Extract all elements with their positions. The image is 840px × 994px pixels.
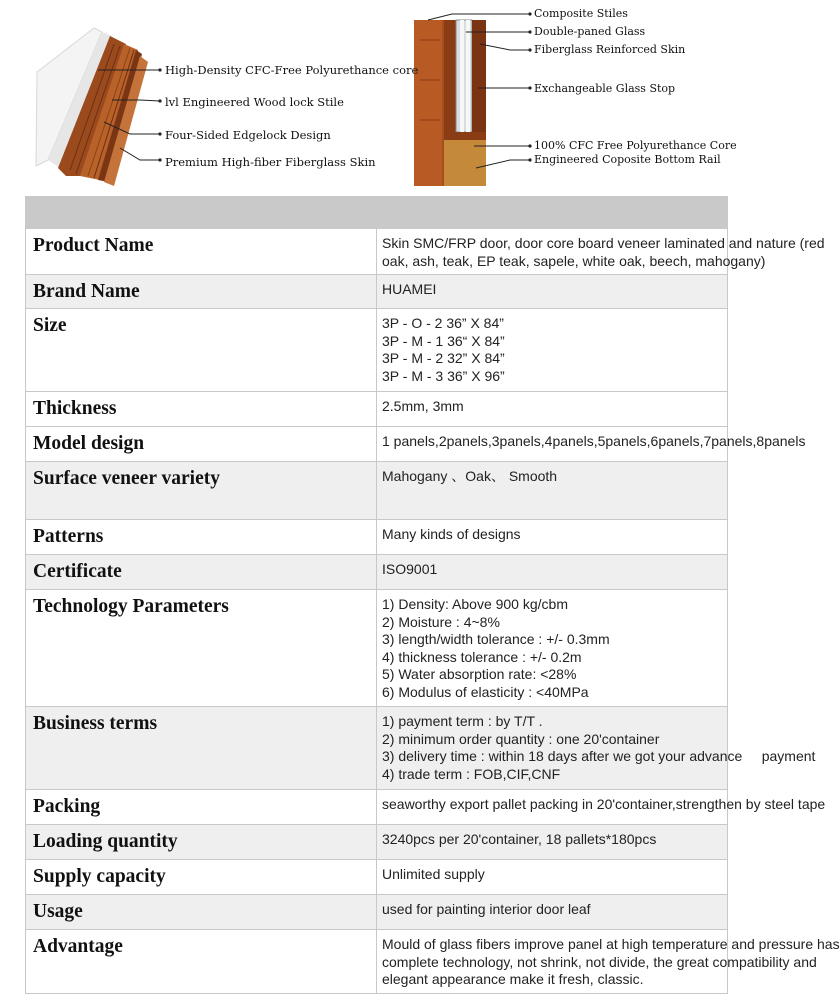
right-label-glass-stop: Exchangeable Glass Stop bbox=[534, 82, 676, 95]
table-row bbox=[26, 427, 728, 462]
table-row bbox=[26, 590, 728, 707]
row-value bbox=[377, 462, 728, 520]
value-line: Mould of glass fibers improve panel at high temperature and pressure has bbox=[382, 936, 840, 952]
value-line: 1 panels,2panels,3panels,4panels,5panels,6panels,7panels,8panels bbox=[382, 433, 806, 449]
row-key: Technology Parameters bbox=[26, 590, 377, 707]
row-value bbox=[377, 790, 826, 825]
value-line: 3) delivery time : within 18 days after we got your advance payment bbox=[382, 748, 816, 764]
row-value bbox=[377, 275, 728, 309]
table-row bbox=[26, 860, 728, 895]
right-label-glass: Double-paned Glass bbox=[534, 25, 646, 38]
right-door-cutaway bbox=[414, 20, 486, 186]
row-value bbox=[377, 520, 728, 555]
right-label-stiles: Composite Stiles bbox=[534, 7, 628, 20]
row-value bbox=[377, 590, 728, 707]
value-line: complete technology, not shrink, not divide, the great compatibility and bbox=[382, 953, 817, 970]
right-leader-dots bbox=[528, 12, 531, 161]
row-key: Thickness bbox=[26, 392, 377, 427]
table-row bbox=[26, 555, 728, 590]
right-label-bottom-rail: Engineered Coposite Bottom Rail bbox=[534, 153, 721, 166]
row-value bbox=[377, 930, 840, 994]
left-leader-dots bbox=[158, 68, 161, 161]
row-key: Loading quantity bbox=[26, 825, 377, 860]
value-line: 3P - M - 1 36“ X 84” bbox=[382, 332, 505, 349]
value-line: 3) length/width tolerance : +/- 0.3mm bbox=[382, 631, 610, 647]
value-line: used for painting interior door leaf bbox=[382, 901, 591, 917]
value-line: HUAMEI bbox=[382, 281, 437, 297]
value-line: 3P - O - 2 36” X 84” bbox=[382, 315, 504, 331]
value-line: 4) trade term : FOB,CIF,CNF bbox=[382, 765, 561, 782]
value-line: 6) Modulus of elasticity : <40MPa bbox=[382, 683, 589, 700]
row-value bbox=[377, 555, 728, 590]
value-line: 1) payment term : by T/T . bbox=[382, 713, 543, 729]
left-label-skin: Premium High-fiber Fiberglass Skin bbox=[165, 155, 376, 169]
row-value bbox=[377, 895, 728, 930]
row-value bbox=[377, 427, 806, 462]
row-key: Usage bbox=[26, 895, 377, 930]
left-label-edgelock: Four-Sided Edgelock Design bbox=[165, 128, 331, 142]
row-key: Business terms bbox=[26, 707, 377, 790]
value-line: Mahogany 、Oak、 Smooth bbox=[382, 468, 558, 484]
row-key: Surface veneer variety bbox=[26, 462, 377, 520]
table-row bbox=[26, 895, 728, 930]
table-row bbox=[26, 930, 728, 994]
left-door-cutaway bbox=[36, 28, 148, 186]
right-label-skin: Fiberglass Reinforced Skin bbox=[534, 43, 686, 56]
row-key: Certificate bbox=[26, 555, 377, 590]
row-key: Product Name bbox=[26, 229, 377, 275]
value-line: ISO9001 bbox=[382, 561, 438, 577]
table-row bbox=[26, 309, 728, 392]
row-key: Packing bbox=[26, 790, 377, 825]
value-line: 3P - M - 2 32” X 84” bbox=[382, 350, 505, 366]
value-line: 3P - M - 3 36” X 96” bbox=[382, 367, 505, 384]
row-key: Brand Name bbox=[26, 275, 377, 309]
row-value bbox=[377, 707, 816, 790]
table-header-band bbox=[26, 197, 728, 229]
table-row bbox=[26, 275, 728, 309]
row-key: Supply capacity bbox=[26, 860, 377, 895]
row-key: Advantage bbox=[26, 930, 377, 994]
value-line: 4) thickness tolerance : +/- 0.2m bbox=[382, 648, 582, 665]
right-label-core: 100% CFC Free Polyurethance Core bbox=[534, 139, 737, 152]
value-line: Skin SMC/FRP door, door core board veneer laminated and nature (red bbox=[382, 235, 825, 251]
value-line: 2) minimum order quantity : one 20'container bbox=[382, 730, 660, 747]
left-label-core: High-Density CFC-Free Polyurethance core bbox=[165, 63, 419, 77]
table-row bbox=[26, 462, 728, 520]
value-line: 3240pcs per 20'container, 18 pallets*180pcs bbox=[382, 831, 657, 847]
row-key: Model design bbox=[26, 427, 377, 462]
row-key: Patterns bbox=[26, 520, 377, 555]
table-row bbox=[26, 825, 728, 860]
row-value bbox=[377, 860, 728, 895]
table-row bbox=[26, 790, 728, 825]
value-line: Many kinds of designs bbox=[382, 526, 521, 542]
table-row bbox=[26, 520, 728, 555]
value-line: seaworthy export pallet packing in 20'container,strengthen by steel tape bbox=[382, 796, 826, 812]
row-key: Size bbox=[26, 309, 377, 392]
value-line: 5) Water absorption rate: <28% bbox=[382, 666, 577, 682]
row-value bbox=[377, 825, 728, 860]
value-line: 2.5mm, 3mm bbox=[382, 398, 464, 414]
table-row bbox=[26, 229, 728, 275]
value-line: oak, ash, teak, EP teak, sapele, white oak, beech, mahogany) bbox=[382, 252, 766, 269]
spec-table bbox=[25, 196, 840, 994]
value-line: Unlimited supply bbox=[382, 866, 485, 882]
row-value bbox=[377, 309, 728, 392]
value-line: 2) Moisture : 4~8% bbox=[382, 613, 500, 630]
table-row bbox=[26, 392, 728, 427]
value-line: 1) Density: Above 900 kg/cbm bbox=[382, 596, 568, 612]
left-label-stile: lvl Engineered Wood lock Stile bbox=[165, 95, 344, 109]
value-line: elegant appearance make it fresh, classic. bbox=[382, 971, 644, 987]
row-value bbox=[377, 229, 825, 275]
row-value bbox=[377, 392, 728, 427]
door-diagrams bbox=[0, 0, 750, 192]
table-row bbox=[26, 707, 728, 790]
